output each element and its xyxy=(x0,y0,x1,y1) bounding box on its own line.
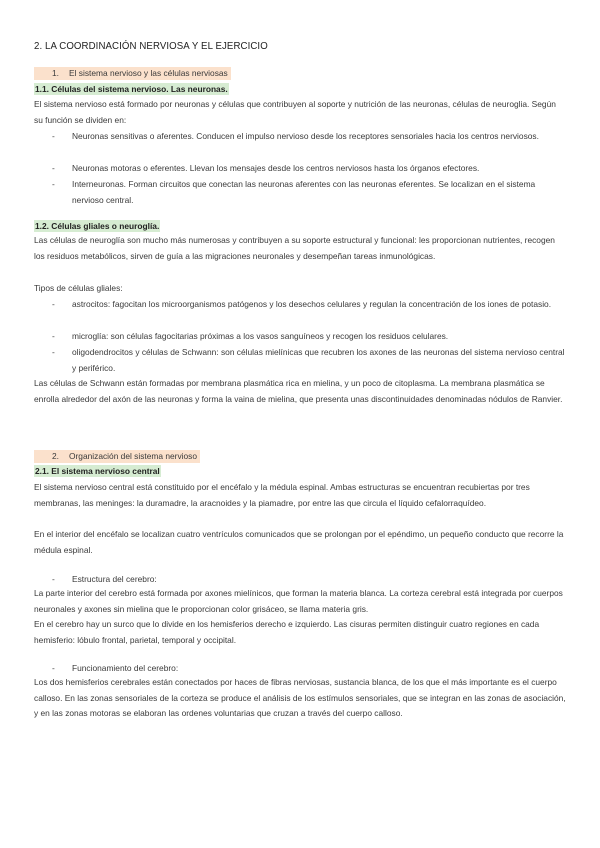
section-heading-2 xyxy=(34,450,200,463)
paragraph: Tipos de células gliales: xyxy=(34,283,123,293)
paragraph: En el interior del encéfalo se localizan cuatro ventrículos comunicados que se prolongan por el epéndimo, un pequeño conducto que recorre la médula espinal. xyxy=(34,529,564,555)
bullet-dash: - xyxy=(52,574,55,584)
paragraph: El sistema nervioso central está constituido por el encéfalo y la médula espinal. Ambas estructuras se encuentran recubiertas por tres membranas, las meninges: la duramadre, la aracnoides y la piamadre, por entre las que circula el líquido cefalorraquídeo. xyxy=(34,482,530,508)
paragraph: El sistema nervioso está formado por neuronas y células que contribuyen al soporte y nutrición de las neuronas, células de neuroglia. Según su función se dividen en: xyxy=(34,99,556,125)
paragraph: En el cerebro hay un surco que lo divide en los hemisferios derecho e izquierdo. Las cisuras permiten distinguir cuatro regiones en cada hemisferio: lóbulo frontal, parietal, temporal y occipital. xyxy=(34,619,540,645)
section-heading-text: El sistema nervioso y las células nerviosas xyxy=(69,68,228,78)
subheading-1-1: 1.1. Células del sistema nervioso. Las neuronas. xyxy=(35,84,228,94)
page-title: 2. LA COORDINACIÓN NERVIOSA Y EL EJERCICIO xyxy=(34,40,268,52)
section-number: 1. xyxy=(52,68,59,78)
bullet-dash: - xyxy=(52,663,55,673)
bullet-dash: - xyxy=(52,347,55,357)
subheading-2-1: 2.1. El sistema nervioso central xyxy=(35,466,160,476)
list-item: - Neuronas sensitivas o aferentes. Conducen el impulso nervioso desde los receptores sensoriales hacia los centros nerviosos. xyxy=(52,129,566,145)
list-item: - Interneuronas. Forman circuitos que conectan las neuronas aferentes con las neuronas eferentes. Se localizan en el sistema nervioso central. xyxy=(52,179,536,205)
list-item: - Estructura del cerebro: xyxy=(52,572,566,588)
section-number: 2. xyxy=(52,451,59,461)
bullet-dash: - xyxy=(52,331,55,341)
bullet-dash: - xyxy=(52,131,55,141)
paragraph: Las células de Schwann están formadas por membrana plasmática rica en mielina, y un poco de citoplasma. La membrana plasmática se enrolla alrededor del axón de las neuronas y forma la vaina de mielina, que presenta unas discontinuidades denominadas nódulos de Ranvier. xyxy=(34,378,563,404)
section-heading-text: Organización del sistema nervioso xyxy=(69,451,198,461)
list-item: - oligodendrocitos y células de Schwann: son células mielínicas que recubren los axones de las neuronas del sistema nervioso central y periférico. xyxy=(52,347,565,373)
list-item: - astrocitos: fagocitan los microorganismos patógenos y los desechos celulares y regulan la concentración de los iones de potasio. xyxy=(52,297,566,313)
list-item: - Funcionamiento del cerebro: xyxy=(52,661,566,677)
list-item: - Neuronas motoras o eferentes. Llevan los mensajes desde los centros nerviosos hasta los órganos efectores. xyxy=(52,161,566,177)
list-item: - microglía: son células fagocitarias próximas a los vasos sanguíneos y recogen los residuos celulares. xyxy=(52,329,566,345)
bullet-dash: - xyxy=(52,163,55,173)
paragraph: Los dos hemisferios cerebrales están conectados por haces de fibras nerviosas, sustancia blanca, de los que el más importante es el cuerpo calloso. En las zonas sensoriales de la corteza se produce el análisis de los estímulos sensoriales, que se integran en las zonas de asociación, y en las zonas motoras se elaboran las ordenes voluntarias que cruzan a través del cuerpo calloso. xyxy=(34,677,566,719)
section-heading-1 xyxy=(34,67,231,80)
bullet-dash: - xyxy=(52,179,55,189)
bullet-dash: - xyxy=(52,299,55,309)
paragraph: Las células de neuroglía son mucho más numerosas y contribuyen a su soporte estructural y funcional: les proporcionan nutrientes, recogen los residuos metabólicos, sirven de guía a las migraciones neuronales y desempeñan tareas inmunológicas. xyxy=(34,235,555,261)
subheading-1-2: 1.2. Células gliales o neuroglía. xyxy=(35,221,160,231)
paragraph: La parte interior del cerebro está formada por axones mielínicos, que forman la materia blanca. La corteza cerebral está integrada por cuerpos neuronales y axones sin mielina que le proporcionan color grisáceo, se llama materia gris. xyxy=(34,588,563,614)
